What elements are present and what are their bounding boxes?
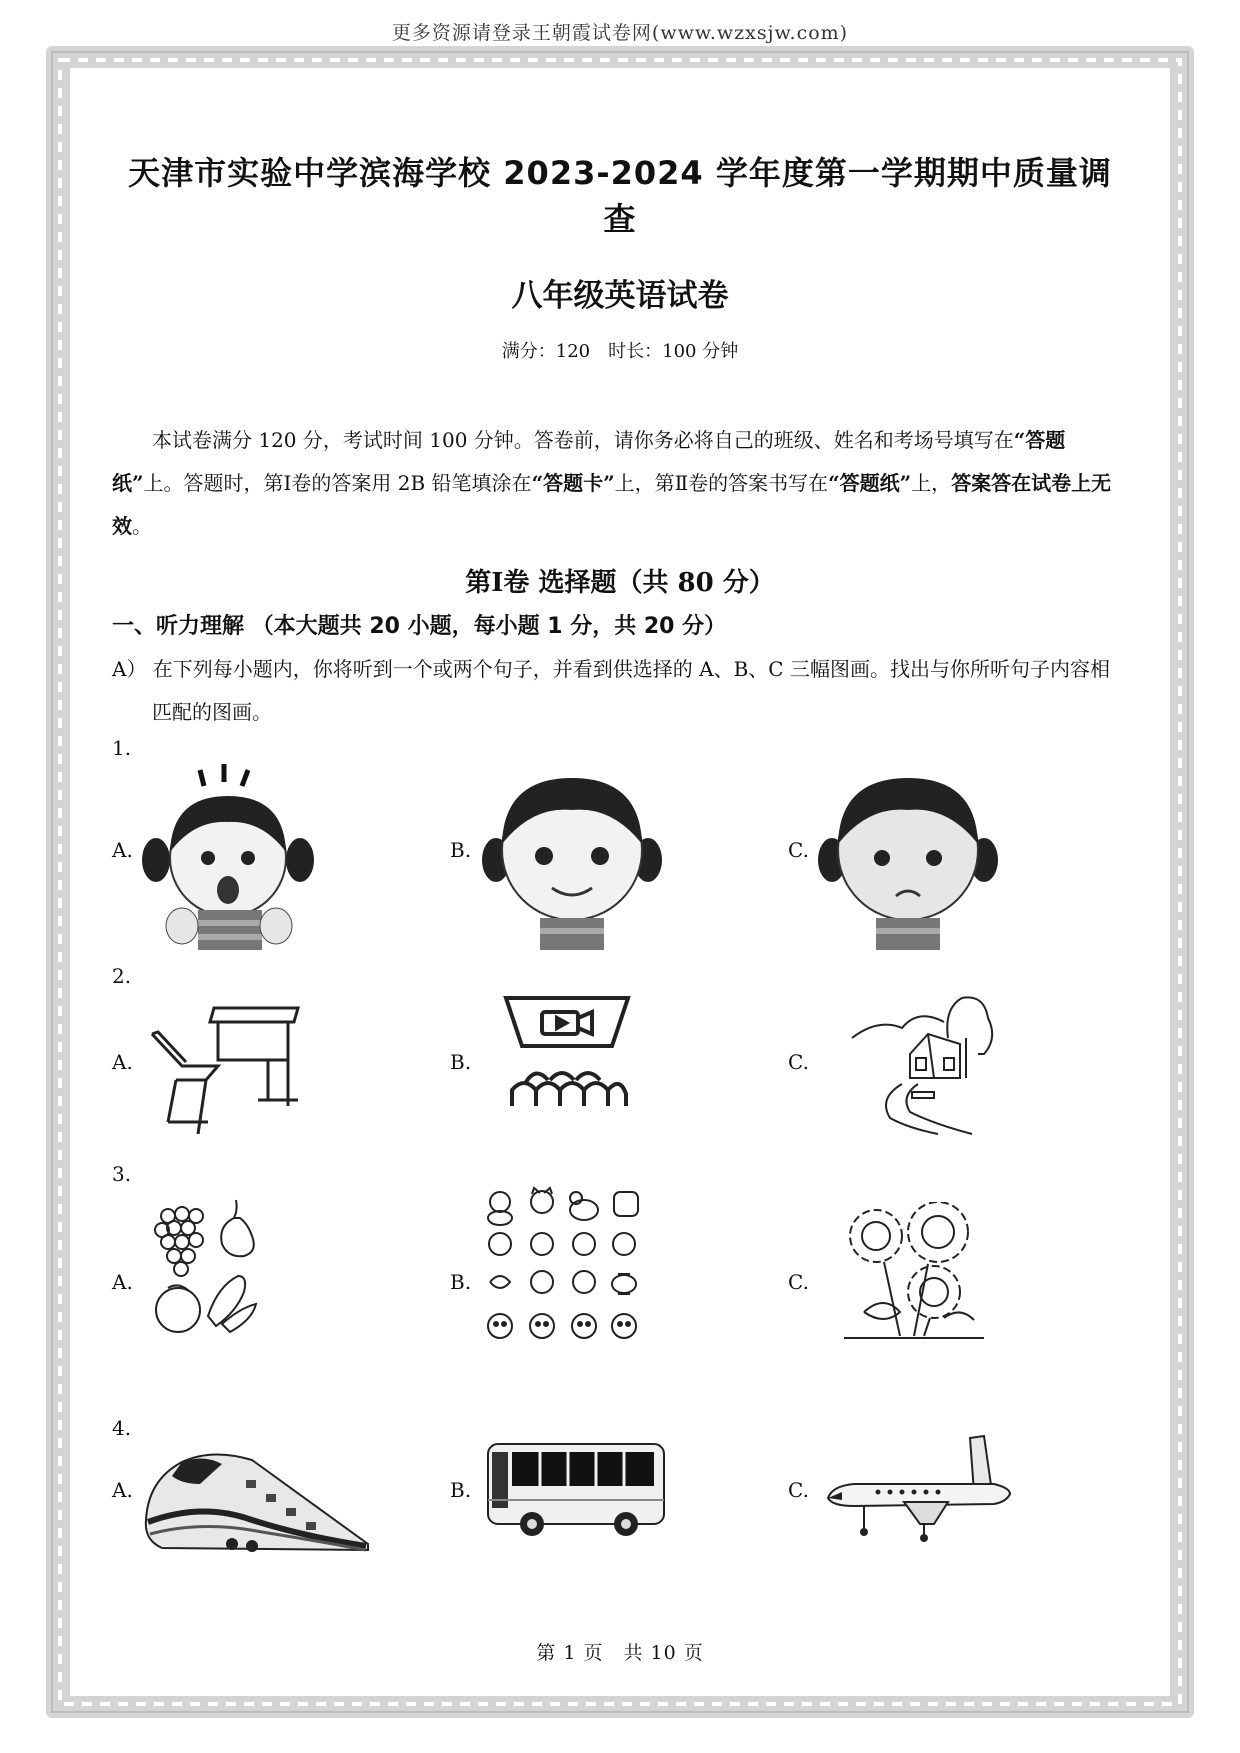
question-number: 3. [112,1162,132,1186]
page-footer: 第 1 页 共 10 页 [536,1642,704,1664]
option-c: C. [788,988,1118,1148]
question-options [112,988,1128,1148]
part-title: 第Ⅰ卷 选择题（共 80 分） [465,568,775,598]
bus-icon [486,1440,666,1540]
option-b: B. [450,760,780,950]
fruits-icon [148,1196,268,1336]
option-a: A. [112,1440,442,1570]
high-speed-train-icon [142,1440,372,1560]
smiling-girl-icon [482,760,662,950]
cinema-icon [502,994,632,1114]
school-desk-icon [148,996,308,1136]
section-title: 一、听力理解 （本大题共 20 小题，每小题 1 分，共 20 分） [112,614,727,639]
question-options [112,1440,1128,1570]
question-number: 4. [112,1416,132,1440]
option-c: C. [788,760,1118,950]
option-a: A. [112,760,442,950]
document-body [112,148,1128,1570]
option-a: A. [112,1186,442,1376]
question-number: 1. [112,736,132,760]
exam-meta: 满分：120 时长：100 分钟 [501,341,739,362]
option-a: A. [112,988,442,1148]
sunflowers-icon [844,1202,984,1342]
sad-girl-icon [818,760,998,950]
option-c: C. [788,1440,1118,1570]
exam-subtitle: 八年级英语试卷 [511,278,729,314]
option-b: B. [450,988,780,1148]
question-options [112,1186,1128,1376]
animals-icon [484,1186,644,1356]
option-b: B. [450,1186,780,1376]
section-instruction: A） 在下列每小题内，你将听到一个或两个句子，并看到供选择的 A、B、C 三幅图画。找出与你所听句子内容相匹配的图画。 [112,657,1110,724]
option-b: B. [450,1440,780,1570]
site-header: 更多资源请登录王朝霞试卷网(www.wzxsjw.com) [391,22,849,44]
question-number: 2. [112,964,132,988]
exam-title: 天津市实验中学滨海学校 2023-2024 学年度第一学期期中质量调查 [128,154,1112,238]
question-options [112,760,1128,950]
surprised-girl-icon [142,760,322,950]
countryside-house-icon [848,988,998,1138]
instructions-paragraph: 本试卷满分 120 分，考试时间 100 分钟。答卷前，请你务必将自己的班级、姓名和考场号填写在“答题纸”上。答题时，第Ⅰ卷的答案用 2B 铅笔填涂在“答题卡”上，第Ⅱ卷的答案书写在“答题纸”上，答案答在试卷上无效。 [112,428,1112,538]
option-c: C. [788,1186,1118,1376]
airplane-icon [824,1432,1014,1552]
